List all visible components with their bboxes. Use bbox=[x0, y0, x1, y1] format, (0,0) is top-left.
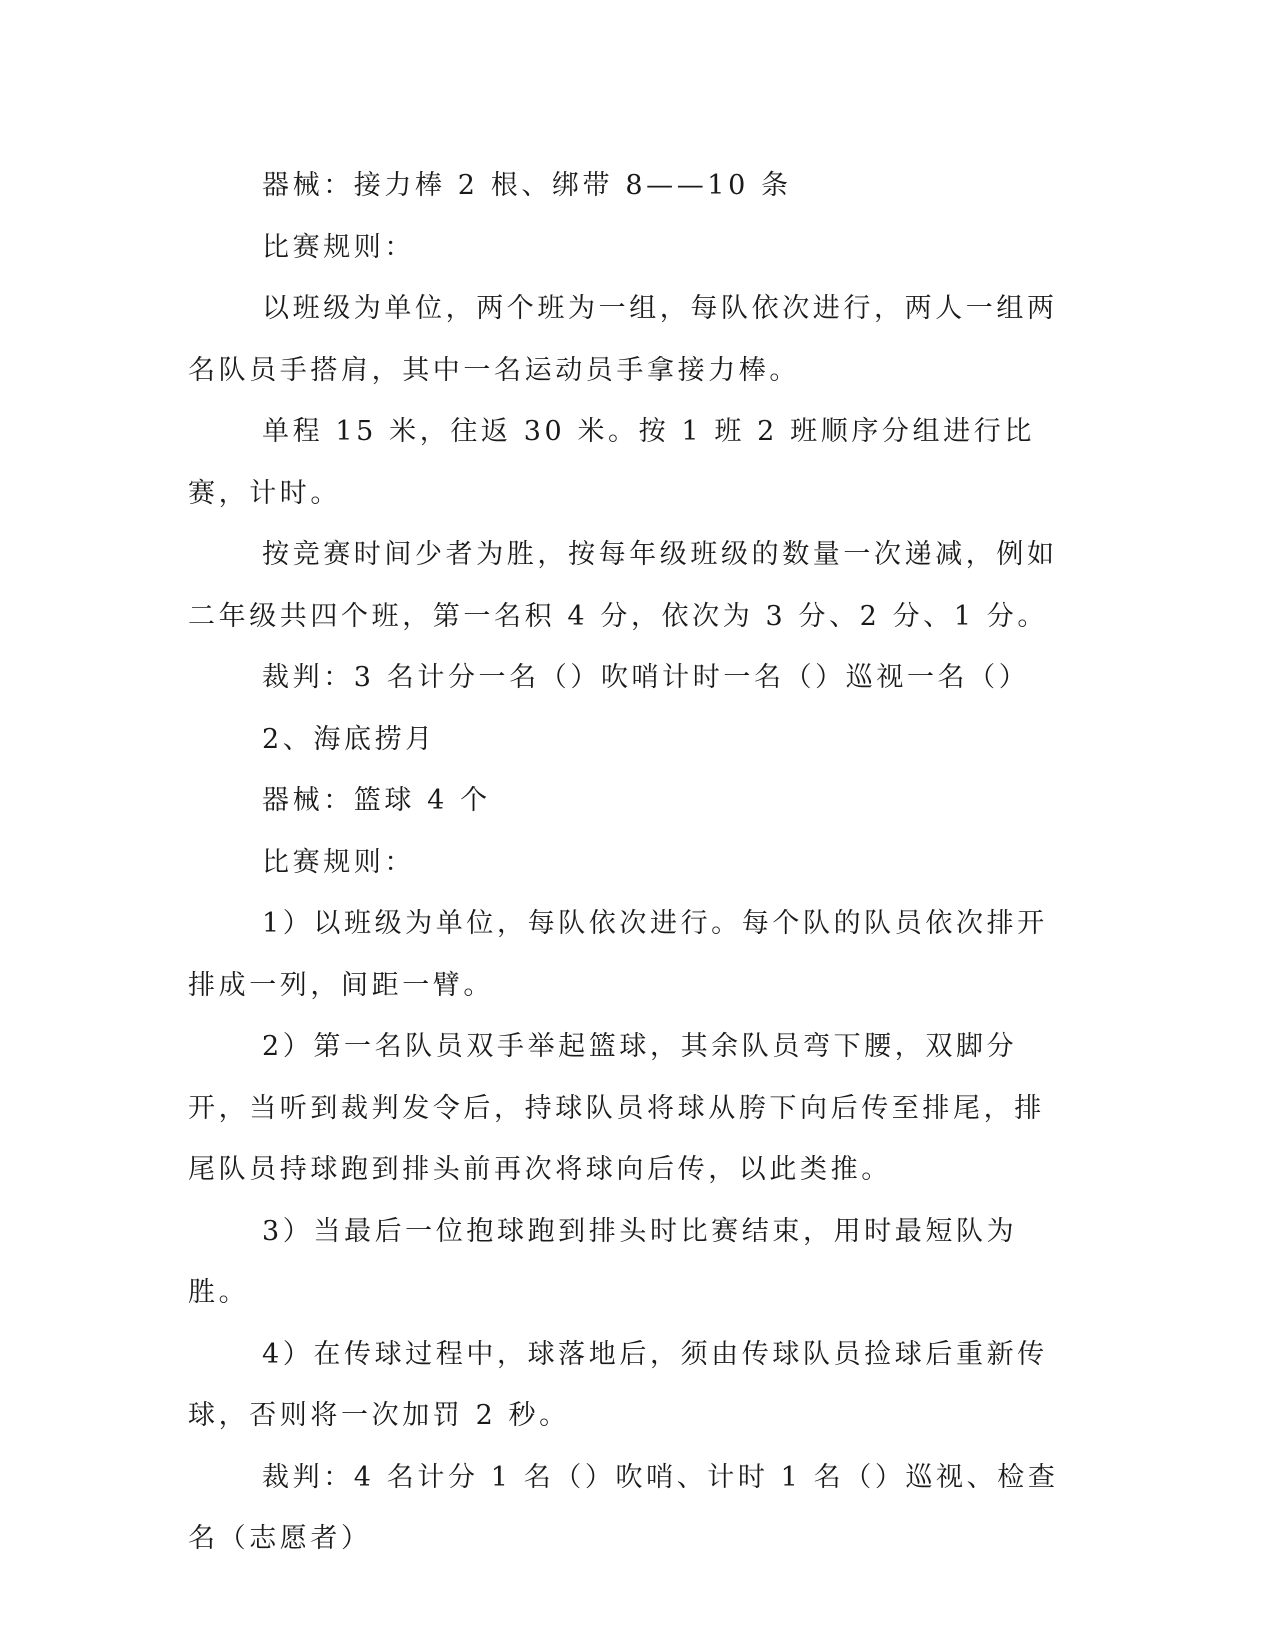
rule-item: 3）当最后一位抱球跑到排头时比赛结束，用时最短队为胜。 bbox=[188, 1215, 1018, 1308]
rule-paragraph: 按竞赛时间少者为胜，按每年级班级的数量一次递减，例如二年级共四个班，第一名积 4 分，依次为 3 分、2 分、1 分。 bbox=[188, 539, 1058, 632]
document-body bbox=[188, 155, 1068, 1570]
rule-paragraph: 以班级为单位，两个班为一组，每队依次进行，两人一组两名队员手搭肩，其中一名运动员手拿接力棒。 bbox=[188, 293, 1058, 386]
rule-item: 1）以班级为单位，每队依次进行。每个队的队员依次排开排成一列，间距一臂。 bbox=[188, 908, 1048, 1001]
rules-heading-basketball: 比赛规则： bbox=[262, 846, 415, 878]
rule-item: 2）第一名队员双手举起篮球，其余队员弯下腰，双脚分开，当听到裁判发令后，持球队员将球从胯下向后传至排尾，排尾队员持球跑到排头前再次将球向后传，以此类推。 bbox=[188, 1031, 1045, 1185]
referee-line-basketball: 裁判：4 名计分 1 名（）吹哨、计时 1 名（）巡视、检查名（志愿者） bbox=[188, 1461, 1059, 1554]
rule-paragraph: 单程 15 米，往返 30 米。按 1 班 2 班顺序分组进行比赛，计时。 bbox=[188, 416, 1035, 509]
section-heading-haidilaoyue: 2、海底捞月 bbox=[262, 723, 436, 755]
referee-line-relay: 裁判：3 名计分一名（）吹哨计时一名（）巡视一名（） bbox=[262, 662, 1030, 693]
equipment-line-basketball: 器械：篮球 4 个 bbox=[262, 785, 491, 816]
rules-heading-relay: 比赛规则： bbox=[262, 231, 415, 263]
equipment-line-relay: 器械：接力棒 2 根、绑带 8——10 条 bbox=[262, 170, 792, 201]
rule-item: 4）在传球过程中，球落地后，须由传球队员捡球后重新传球，否则将一次加罚 2 秒。 bbox=[188, 1338, 1048, 1431]
